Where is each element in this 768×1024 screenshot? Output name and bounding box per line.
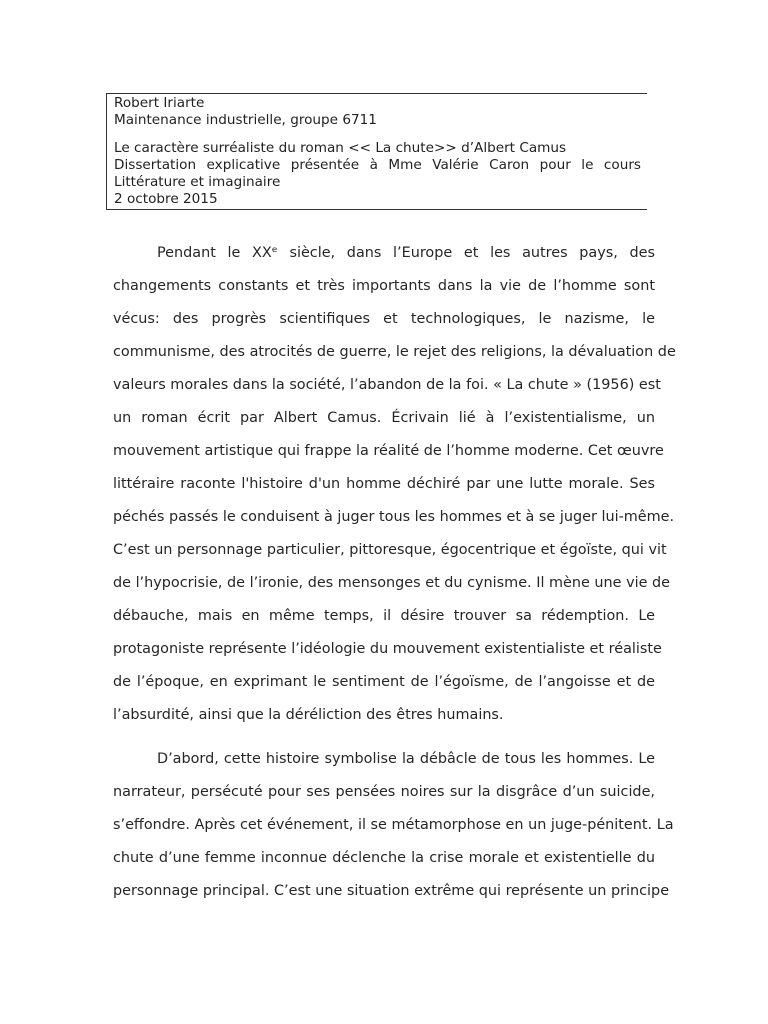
paragraph-line: mouvement artistique qui frappe la réalité de l’homme moderne. Cet œuvre (113, 443, 664, 459)
essay-description-line-1: Dissertation explicative présentée à Mme Valérie Caron pour le cours (114, 157, 641, 173)
paragraph-line: D’abord, cette histoire symbolise la débâcle de tous les hommes. Le (157, 751, 655, 767)
paragraph-line: valeurs morales dans la société, l’abandon de la foi. « La chute » (1956) est (113, 377, 661, 393)
paragraph-line: chute d’une femme inconnue déclenche la crise morale et existentielle du (113, 850, 655, 866)
paragraph-line: communisme, des atrocités de guerre, le rejet des religions, la dévaluation de (113, 344, 676, 360)
paragraph-line: changements constants et très importants dans la vie de l’homme sont (113, 278, 655, 294)
paragraph-2 (113, 744, 674, 909)
paragraph-line: de l’hypocrisie, de l’ironie, des mensonges et du cynisme. Il mène une vie de (113, 575, 671, 591)
essay-body (113, 238, 676, 909)
author-name: Robert Iriarte (114, 95, 205, 111)
paragraph-line: protagoniste représente l’idéologie du mouvement existentialiste et réaliste (113, 641, 662, 657)
paragraph-line: de l’époque, en exprimant le sentiment de l’égoïsme, de l’angoisse et de (113, 674, 655, 690)
paragraph-line: C’est un personnage particulier, pittoresque, égocentrique et égoïste, qui vit (113, 542, 667, 558)
essay-title: Le caractère surréaliste du roman << La chute>> d’Albert Camus (114, 140, 567, 156)
paragraph-line: s’effondre. Après cet événement, il se métamorphose en un juge-pénitent. La (113, 817, 674, 833)
paragraph-line: vécus: des progrès scientifiques et technologiques, le nazisme, le (113, 311, 655, 327)
paragraph-line: débauche, mais en même temps, il désire trouver sa rédemption. Le (113, 608, 655, 624)
essay-description-line-2: Littérature et imaginaire (114, 174, 281, 190)
paragraph-line: narrateur, persécuté pour ses pensées noires sur la disgrâce d’un suicide, (113, 784, 655, 800)
paragraph-line: un roman écrit par Albert Camus. Écrivain lié à l’existentialisme, un (113, 410, 655, 426)
paragraph-line: personnage principal. C’est une situation extrême qui représente un principe (113, 883, 670, 899)
paragraph-line: péchés passés le conduisent à juger tous les hommes et à se juger lui-même. (113, 509, 675, 525)
header-box (106, 93, 647, 210)
paragraph-line: Pendant le XXᵉ siècle, dans l’Europe et les autres pays, des (157, 245, 655, 261)
program-group: Maintenance industrielle, groupe 6711 (114, 112, 377, 128)
header-spacer (114, 129, 647, 140)
paragraph-1 (113, 238, 676, 733)
paragraph-line: littéraire raconte l'histoire d'un homme déchiré par une lutte morale. Ses (113, 476, 655, 492)
paragraph-line: l’absurdité, ainsi que la déréliction des êtres humains. (113, 707, 504, 723)
essay-date: 2 octobre 2015 (114, 191, 218, 207)
